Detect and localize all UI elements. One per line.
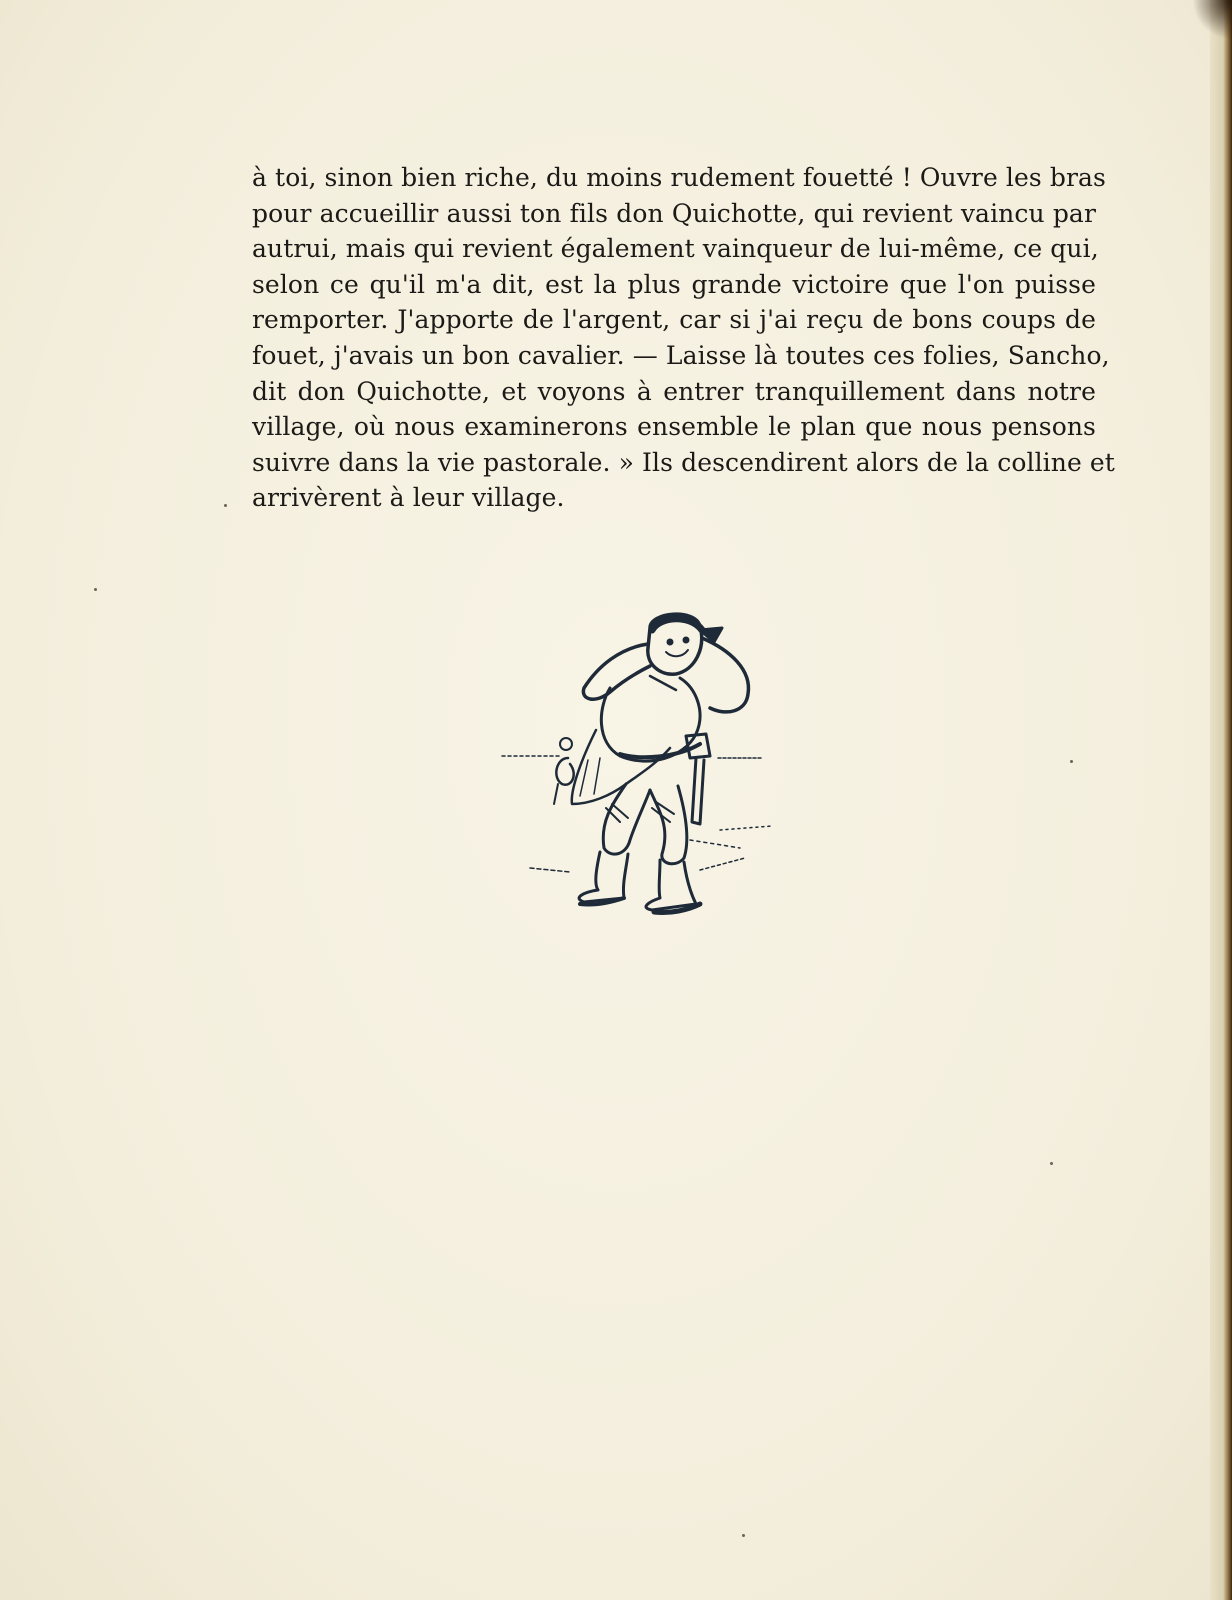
- text-line: suivre dans la vie pastorale. » Ils descendirent alors de la colline et: [252, 447, 1115, 477]
- text-line: pour accueillir aussi ton fils don Quichotte, qui revient vaincu par: [252, 198, 1096, 228]
- margin-mark: [94, 588, 97, 591]
- sancho-illustration: [500, 608, 790, 930]
- body-text: [252, 160, 1115, 516]
- text-line: remporter. J'apporte de l'argent, car si j'ai reçu de bons coups de: [252, 305, 1096, 335]
- text-line: autrui, mais qui revient également vainqueur de lui-même, ce qui,: [252, 234, 1099, 264]
- text-line: à toi, sinon bien riche, du moins rudement fouetté ! Ouvre les bras: [252, 163, 1106, 192]
- margin-mark: [224, 504, 227, 507]
- text-line: arrivèrent à leur village.: [252, 483, 565, 513]
- figure-drawing: [500, 608, 790, 930]
- page-edge: [1210, 0, 1232, 1600]
- margin-mark: [1070, 760, 1073, 763]
- text-line: selon ce qu'il m'a dit, est la plus grande victoire que l'on puisse: [252, 269, 1096, 299]
- text-line: village, où nous examinerons ensemble le plan que nous pensons: [252, 412, 1096, 442]
- margin-mark: [742, 1534, 745, 1537]
- binding-shadow: [1192, 0, 1232, 40]
- text-line: dit don Quichotte, et voyons à entrer tranquillement dans notre: [252, 376, 1096, 406]
- text-line: fouet, j'avais un bon cavalier. — Laisse là toutes ces folies, Sancho,: [252, 340, 1110, 370]
- margin-mark: [1050, 1162, 1053, 1165]
